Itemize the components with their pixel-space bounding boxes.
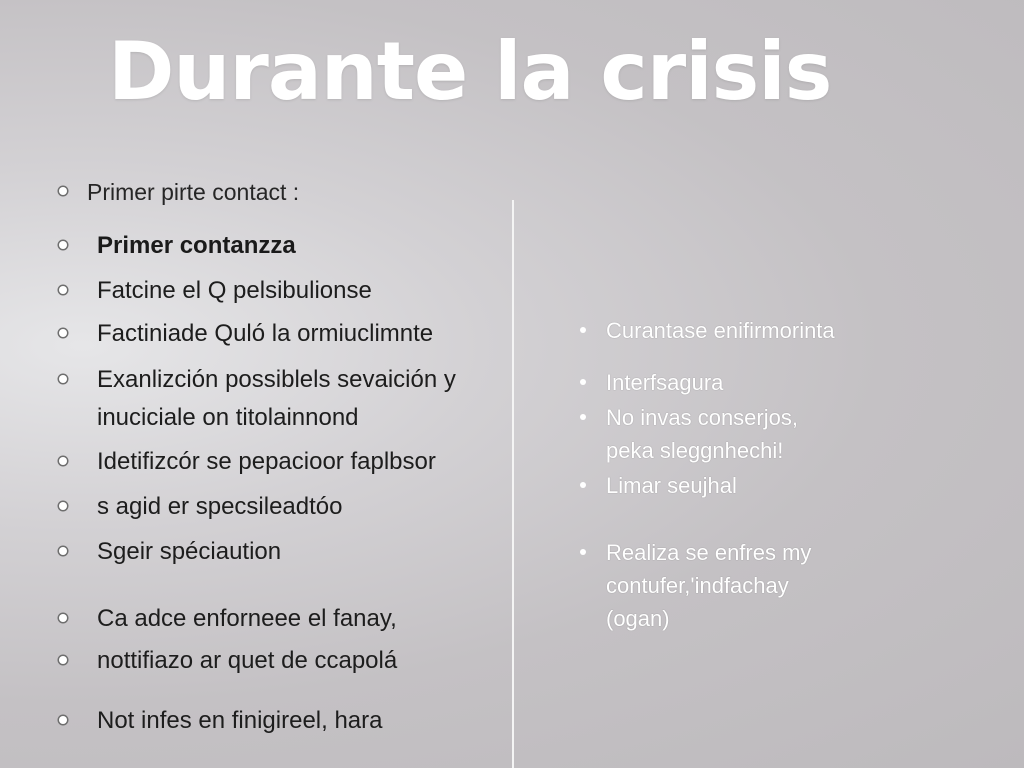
list-item-text: Primer pirte contact : (87, 179, 300, 205)
list-item-text: Ca adce enfornеее el fanay, (97, 605, 397, 632)
list-item-text: Sgeir spéciaution (97, 538, 282, 565)
bullet-icon (580, 327, 586, 333)
list-item-text: Idetifizcór se pepacioor faplbsor (97, 448, 436, 475)
list-item-text: Realiza se enfres my (606, 540, 812, 565)
bullet-icon (59, 286, 67, 294)
list-item-text: Not infes en finigireel, hara (97, 707, 383, 734)
bullet-icon (580, 482, 586, 488)
list-item-text: No invas conserjos, (606, 405, 798, 430)
slide-title: Durante la crisis (108, 25, 832, 118)
bullet-icon (59, 329, 67, 337)
bullet-icon (59, 716, 67, 724)
bullet-icon (580, 379, 586, 385)
list-item-text: peka sleggnhechi! (606, 438, 784, 463)
list-item-text: Exanlizción possiblels sevaición y (97, 366, 456, 393)
bullet-icon (59, 187, 67, 195)
bullet-icon (59, 457, 67, 465)
bullet-icon (580, 414, 586, 420)
bullet-icon (580, 549, 586, 555)
list-item-text: Limar seujhal (606, 473, 737, 498)
list-item-text: Fatcine el Q pelsibulionse (97, 277, 372, 304)
list-item-text: nottifiazo ar quet de ccapolá (97, 647, 398, 674)
list-item-text: s agid er specsileadtóo (97, 493, 343, 520)
list-item-text: Interfsagura (606, 370, 724, 395)
bullet-icon (59, 614, 67, 622)
list-item-text: inuciciale on titolainnond (97, 404, 359, 431)
bullet-icon (59, 241, 67, 249)
bullet-icon (59, 656, 67, 664)
list-item-text: Factiniade Quló la ormiuclimnte (97, 320, 434, 347)
list-item-text: contufer,'indfachay (606, 573, 789, 598)
list-item-text: Primer contanzza (97, 232, 296, 259)
bullet-icon (59, 547, 67, 555)
bullet-icon (59, 375, 67, 383)
list-item-text: (ogan) (606, 606, 670, 631)
column-divider (512, 200, 514, 768)
list-item-text: Curantase enifirmorinta (606, 318, 835, 343)
bullet-icon (59, 502, 67, 510)
